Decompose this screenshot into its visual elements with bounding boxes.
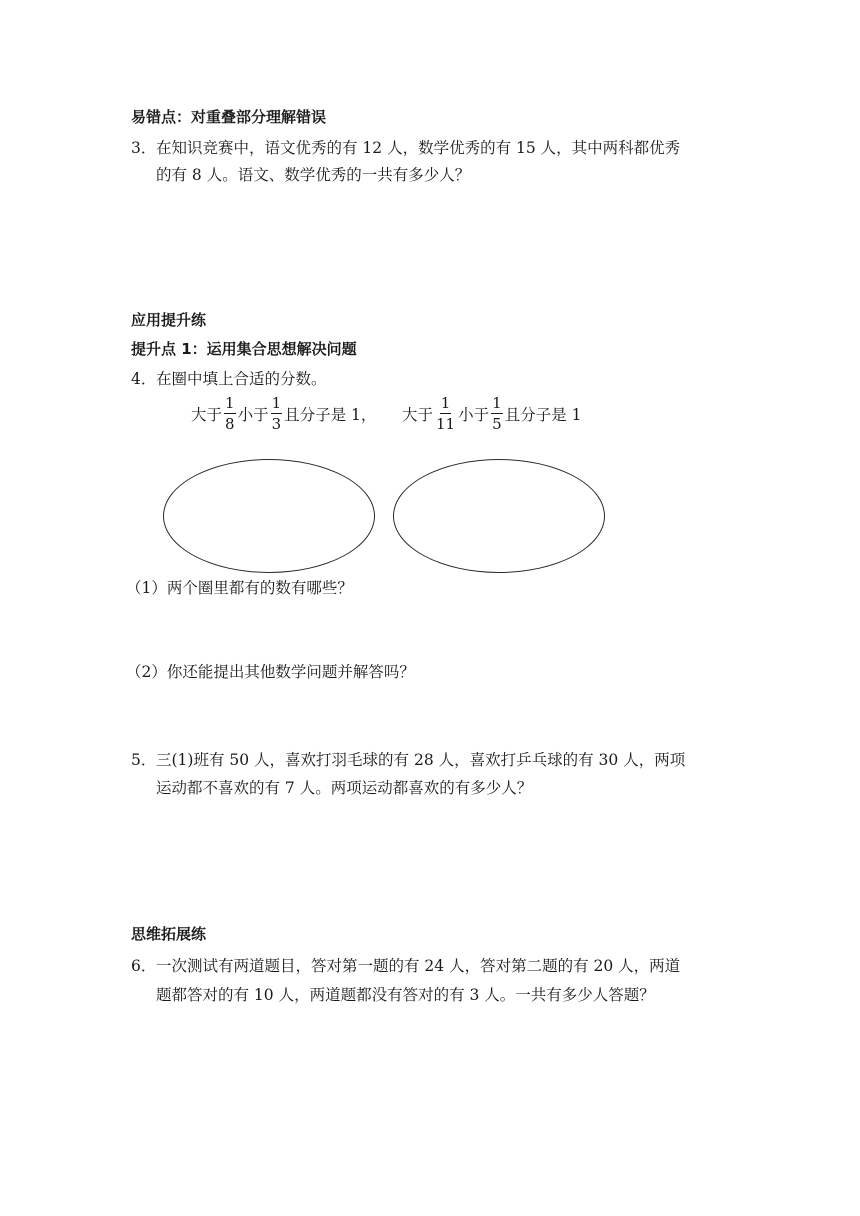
question-4-number: 4． (131, 370, 157, 388)
fraction-denominator: 8 (225, 415, 235, 433)
question-6-line-2: 题都答对的有 10 人，两道题都没有答对的有 3 人。一共有多少人答题？ (156, 986, 655, 1004)
fraction-numerator: 1 (271, 394, 282, 412)
condition-right-tail: 且分子是 1 (504, 406, 582, 424)
fraction-numerator: 1 (492, 394, 502, 412)
section-heading-mistake-point: 易错点：对重叠部分理解错误 (131, 108, 327, 126)
condition-right (402, 396, 581, 432)
condition-left (191, 396, 376, 432)
question-6-number: 6． (131, 957, 157, 975)
question-4-sub-1: （1）两个圈里都有的数有哪些？ (126, 579, 353, 597)
question-3-line-1: 在知识竞赛中，语文优秀的有 12 人，数学优秀的有 15 人，其中两科都优秀 (156, 139, 681, 157)
fraction-numerator: 1 (440, 394, 451, 412)
fraction-one-eleventh (435, 396, 456, 432)
answer-oval-left[interactable] (163, 459, 375, 573)
question-3-number: 3． (131, 139, 157, 157)
section-subheading-improve-point: 提升点 1：运用集合思想解决问题 (131, 340, 357, 358)
fraction-numerator: 1 (225, 394, 235, 412)
fraction-one-fifth (491, 396, 503, 432)
condition-right-less: 小于 (458, 406, 490, 424)
condition-left-greater: 大于 (191, 406, 223, 424)
fraction-one-third (271, 396, 283, 432)
fraction-one-eighth (224, 396, 236, 432)
question-5-line-2: 运动都不喜欢的有 7 人。两项运动都喜欢的有多少人？ (156, 779, 533, 797)
question-4-sub-2: （2）你还能提出其他数学问题并解答吗？ (126, 663, 415, 681)
answer-oval-right[interactable] (393, 459, 605, 573)
fraction-denominator: 3 (271, 415, 282, 433)
section-heading-application: 应用提升练 (131, 311, 207, 329)
question-4-line-1: 在圈中填上合适的分数。 (156, 370, 327, 388)
fraction-denominator: 11 (436, 415, 456, 433)
fraction-denominator: 5 (492, 415, 502, 433)
question-3-line-2: 的有 8 人。语文、数学优秀的一共有多少人？ (156, 166, 471, 184)
question-5-number: 5． (131, 751, 157, 769)
question-5-line-1: 三(1)班有 50 人，喜欢打羽毛球的有 28 人，喜欢打乒乓球的有 30 人，两项 (156, 751, 686, 769)
section-heading-thinking: 思维拓展练 (131, 925, 207, 943)
condition-left-less: 小于 (237, 406, 269, 424)
question-6-line-1: 一次测试有两道题目，答对第一题的有 24 人，答对第二题的有 20 人，两道 (156, 957, 681, 975)
condition-right-greater: 大于 (402, 406, 434, 424)
condition-left-tail: 且分子是 1， (284, 406, 377, 424)
